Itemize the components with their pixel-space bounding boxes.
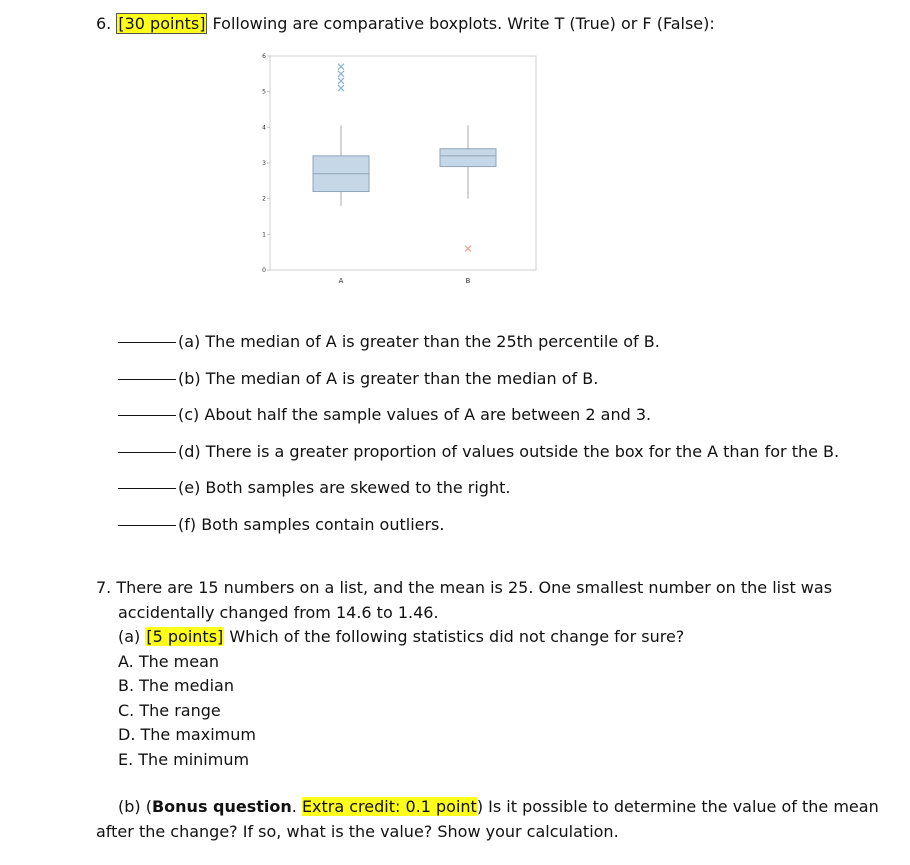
answer-blank-b[interactable] bbox=[118, 379, 176, 380]
extra-credit-highlight: Extra credit: 0.1 point bbox=[301, 797, 477, 816]
question-7 bbox=[96, 576, 886, 772]
statement-f-text: (f) Both samples contain outliers. bbox=[178, 515, 445, 534]
question-7-line2: accidentally changed from 14.6 to 1.46. bbox=[118, 602, 439, 622]
statement-d bbox=[118, 442, 839, 462]
part-b-line1 bbox=[96, 795, 896, 820]
answer-blank-c[interactable] bbox=[118, 415, 176, 416]
statement-a bbox=[118, 332, 660, 352]
part-a-prefix: (a) bbox=[118, 627, 146, 646]
statement-c bbox=[118, 405, 651, 425]
box-B bbox=[440, 149, 496, 167]
part-a-text: Which of the following statistics did not change for sure? bbox=[224, 627, 685, 646]
question-7-part-a bbox=[96, 625, 886, 650]
outlier-marker-A bbox=[338, 78, 344, 84]
question-6-number: 6. bbox=[96, 14, 112, 33]
outlier-marker-B bbox=[465, 246, 471, 252]
answer-blank-d[interactable] bbox=[118, 452, 176, 453]
answer-blank-f[interactable] bbox=[118, 525, 176, 526]
outlier-marker-A bbox=[338, 85, 344, 91]
option-d[interactable]: D. The maximum bbox=[118, 725, 256, 744]
question-6-prompt: Following are comparative boxplots. Write T (True) or F (False): bbox=[212, 14, 715, 33]
option-a[interactable]: A. The mean bbox=[118, 651, 220, 671]
statement-e bbox=[118, 478, 510, 498]
part-b-line2: after the change? If so, what is the value? Show your calculation. bbox=[96, 821, 619, 841]
statement-a-text: (a) The median of A is greater than the 25th percentile of B. bbox=[178, 332, 660, 351]
x-tick-label: A bbox=[338, 277, 344, 285]
y-tick-label: 6 bbox=[262, 53, 266, 60]
part-b-dot: . bbox=[291, 797, 302, 816]
option-c[interactable]: C. The range bbox=[118, 700, 221, 720]
bonus-label: Bonus question bbox=[151, 797, 292, 816]
part-b-prefix: (b) ( bbox=[118, 797, 152, 816]
outlier-marker-A bbox=[338, 71, 344, 77]
answer-blank-a[interactable] bbox=[118, 342, 176, 343]
answer-blank-e[interactable] bbox=[118, 488, 176, 489]
y-tick-label: 4 bbox=[262, 124, 266, 132]
y-tick-label: 3 bbox=[262, 160, 266, 167]
option-e[interactable]: E. The minimum bbox=[118, 749, 250, 769]
statement-d-text: (d) There is a greater proportion of values outside the box for the A than for the B. bbox=[178, 442, 840, 461]
outlier-marker-A bbox=[338, 64, 344, 70]
question-6-points: [30 points] bbox=[118, 14, 206, 33]
y-tick-label: 1 bbox=[262, 231, 266, 239]
statement-f bbox=[118, 515, 444, 535]
question-7-line1: 7. There are 15 numbers on a list, and the mean is 25. One smallest number on the list was bbox=[96, 578, 833, 597]
question-6-header bbox=[96, 13, 715, 35]
y-tick-label: 2 bbox=[262, 195, 266, 203]
statement-e-text: (e) Both samples are skewed to the right. bbox=[178, 478, 511, 497]
part-b-rest: ) Is it possible to determine the value of the mean bbox=[476, 797, 879, 816]
comparative-boxplot-chart bbox=[250, 48, 550, 293]
statement-c-text: (c) About half the sample values of A are between 2 and 3. bbox=[178, 405, 652, 424]
part-a-points: [5 points] bbox=[146, 627, 224, 646]
statement-b bbox=[118, 369, 598, 389]
y-tick-label: 5 bbox=[262, 88, 266, 96]
statement-b-text: (b) The median of A is greater than the median of B. bbox=[178, 369, 599, 388]
option-b[interactable]: B. The median bbox=[118, 676, 234, 695]
question-7-part-b bbox=[96, 795, 896, 844]
y-tick-label: 0 bbox=[262, 267, 266, 274]
x-tick-label: B bbox=[465, 277, 471, 285]
